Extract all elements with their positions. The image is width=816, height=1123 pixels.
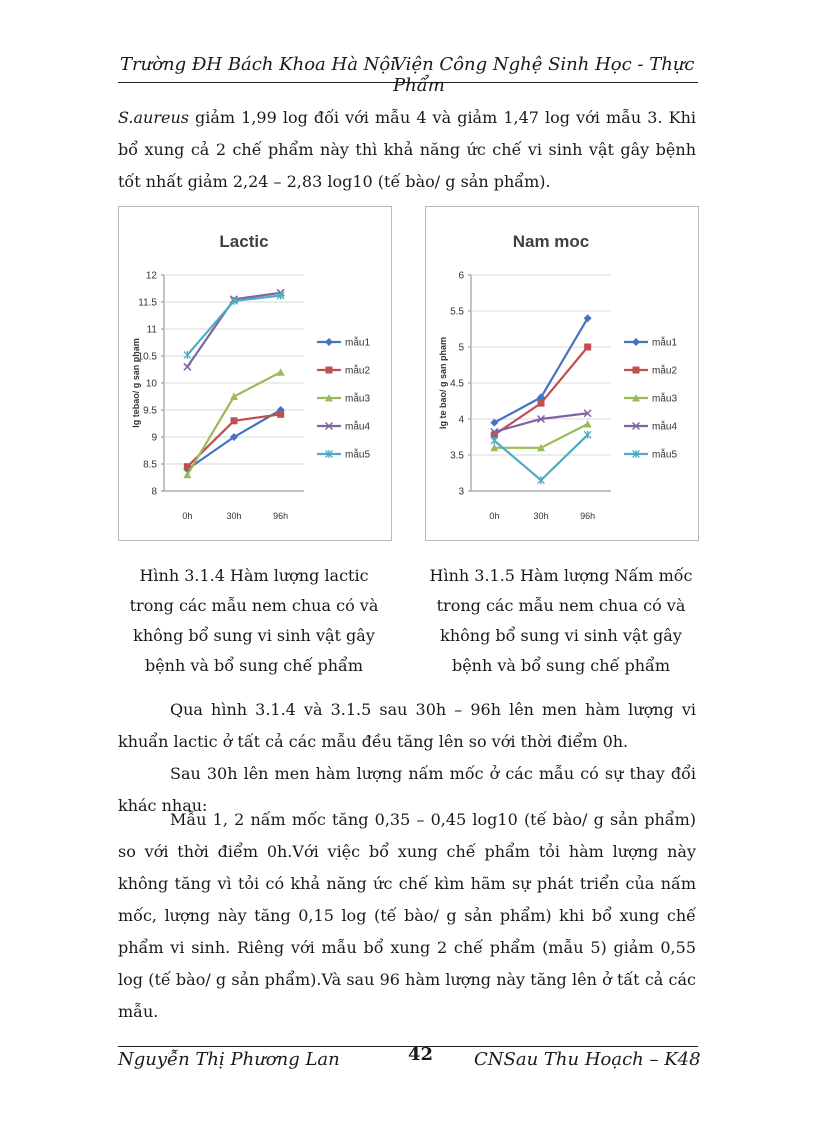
- figure-caption-mold: Hình 3.1.5 Hàm lượng Nấm mốc trong các mẫu nem chua có và không bổ sung vi sinh vật gây bệnh và bổ sung chế phẩm: [429, 566, 693, 675]
- y-tick-label: 5: [458, 342, 464, 354]
- marker-diamond: [490, 419, 498, 427]
- header-university: Trường ĐH Bách Khoa Hà Nội: [120, 54, 397, 75]
- intro-text: giảm 1,99 log đối với mẫu 4 và giảm 1,47 log với mẫu 3. Khi bổ xung cả 2 chế phẩm này thì khả năng ức chế vi sinh vật gây bệnh tốt nhất giảm 2,24 – 2,83 log10 (tế bào/ g sản phẩm).: [118, 108, 696, 191]
- marker-diamond: [632, 338, 640, 346]
- x-tick-label: 0h: [489, 511, 500, 521]
- chart-title: Nam moc: [512, 232, 590, 251]
- mold-chart-svg: [426, 207, 698, 540]
- y-tick-label: 11.5: [138, 297, 157, 309]
- series-line-2: [494, 347, 587, 435]
- y-axis-label: lg tebao/ g san pham: [131, 338, 141, 428]
- y-tick-label: 4: [458, 414, 464, 426]
- series-line-5: [494, 435, 587, 480]
- y-tick-label: 12: [145, 270, 157, 282]
- legend-label: mẫu5: [652, 449, 678, 461]
- lactic-chart: [118, 206, 392, 541]
- marker-star: [538, 476, 545, 484]
- header-institute: Viện Công Nghệ Sinh Học - Thực Phẩm: [393, 54, 695, 96]
- x-tick-label: 96h: [273, 511, 289, 521]
- page-number: 42: [408, 1044, 434, 1065]
- y-tick-label: 10: [145, 378, 157, 390]
- chart-title: Lactic: [219, 232, 269, 251]
- lactic-chart-svg: [119, 207, 391, 540]
- series-line-1: [494, 318, 587, 422]
- legend-label: mẫu4: [652, 421, 678, 433]
- marker-square: [277, 411, 284, 418]
- marker-square: [538, 400, 545, 407]
- body-paragraph-3: Mẫu 1, 2 nấm mốc tăng 0,35 – 0,45 log10 (tế bào/ g sản phẩm) so với thời điểm 0h.Với việc bổ xung chế phẩm tỏi hàm lượng này không tăng vì tỏi có khả năng ức chế kìm hãm sự phát triển của nấm mốc, lượng này tăng 0,15 log (tế bào/ g sản phẩm) khi bổ xung chế phẩm vi sinh. Riêng với mẫu bổ xung 2 chế phẩm (mẫu 5) giảm 0,55 log (tế bào/ g sản phẩm).Và sau 96 hàm lượng này tăng lên ở tất cả các mẫu.: [118, 810, 696, 1021]
- figure-caption-lactic: Hình 3.1.4 Hàm lượng lactic trong các mẫu nem chua có và không bổ sung vi sinh vật gây bệnh và bổ sung chế phẩm: [129, 566, 379, 675]
- x-tick-label: 30h: [533, 511, 549, 521]
- marker-star: [491, 437, 498, 445]
- y-tick-label: 4.5: [450, 378, 464, 390]
- marker-star: [184, 351, 191, 359]
- y-tick-label: 11: [146, 324, 157, 336]
- marker-square: [231, 417, 238, 424]
- y-axis-label: lg te bao/ g san pham: [438, 336, 448, 430]
- legend-label: mẫu3: [345, 393, 371, 405]
- y-tick-label: 8: [151, 486, 157, 498]
- marker-x: [184, 363, 191, 370]
- legend-label: mẫu1: [345, 337, 371, 349]
- legend-label: mẫu5: [345, 449, 371, 461]
- legend-label: mẫu2: [345, 365, 371, 377]
- marker-square: [584, 344, 591, 351]
- footer-author: Nguyễn Thị Phương Lan: [118, 1049, 340, 1070]
- y-tick-label: 3.5: [450, 450, 464, 462]
- y-tick-label: 6: [458, 270, 464, 282]
- marker-star: [584, 431, 591, 439]
- marker-square: [326, 367, 333, 374]
- y-tick-label: 9.5: [143, 405, 157, 417]
- body-paragraph-2: Sau 30h lên men hàm lượng nấm mốc ở các mẫu có sự thay đổi khác nhau:: [118, 764, 696, 815]
- x-tick-label: 0h: [182, 511, 193, 521]
- legend-label: mẫu2: [652, 365, 678, 377]
- x-tick-label: 96h: [580, 511, 596, 521]
- y-tick-label: 5.5: [450, 306, 464, 318]
- legend-label: mẫu3: [652, 393, 678, 405]
- y-tick-label: 3: [458, 486, 464, 498]
- y-tick-label: 10.5: [137, 351, 157, 363]
- y-tick-label: 9: [151, 432, 157, 444]
- marker-diamond: [325, 338, 333, 346]
- organism-name: S.aureus: [118, 108, 189, 127]
- intro-paragraph: [118, 102, 696, 198]
- legend-label: mẫu4: [345, 421, 371, 433]
- marker-triangle: [584, 420, 592, 428]
- footer-course: CNSau Thu Hoạch – K48: [474, 1049, 701, 1070]
- marker-square: [633, 367, 640, 374]
- legend-label: mẫu1: [652, 337, 678, 349]
- mold-chart: [425, 206, 699, 541]
- y-tick-label: 8.5: [143, 459, 157, 471]
- page-header: [118, 50, 698, 96]
- x-tick-label: 30h: [226, 511, 242, 521]
- marker-triangle: [277, 368, 285, 376]
- body-paragraph-1: Qua hình 3.1.4 và 3.1.5 sau 30h – 96h lên men hàm lượng vi khuẩn lactic ở tất cả các mẫu đều tăng lên so với thời điểm 0h.: [118, 700, 696, 751]
